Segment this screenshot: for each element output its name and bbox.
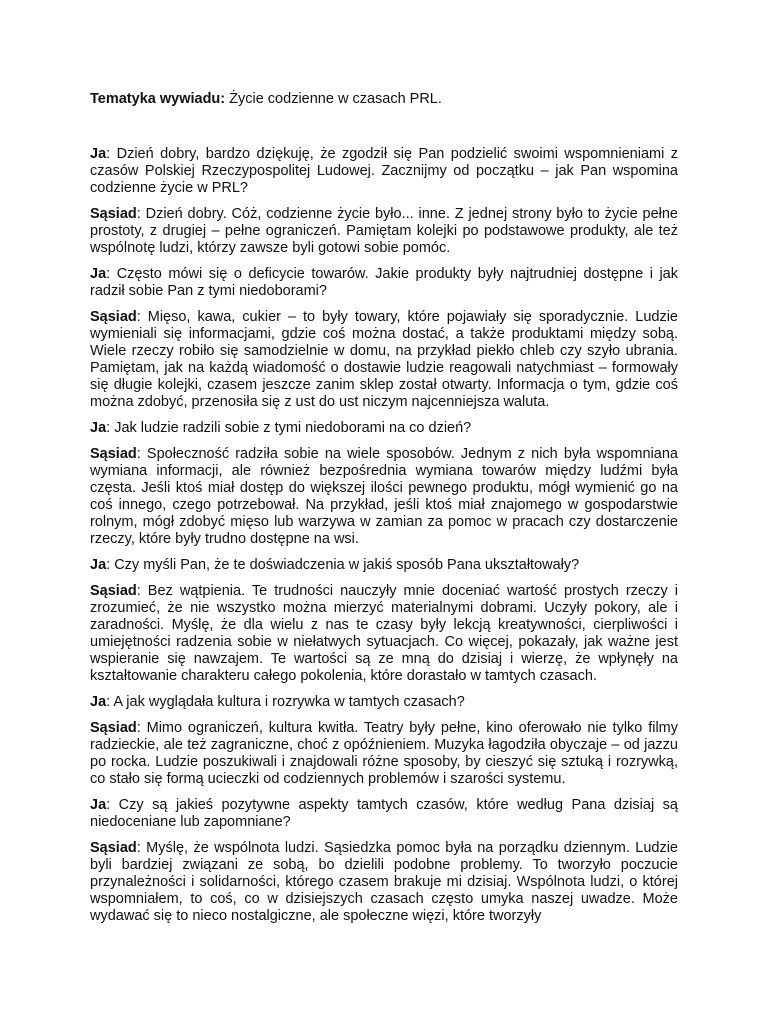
interview-entry (90, 720, 678, 788)
speaker-name: Ja (90, 266, 107, 282)
speaker-name: Ja (90, 146, 107, 162)
entry-text: : Jak ludzie radzili sobie z tymi niedoborami na co dzień? (106, 420, 472, 436)
interview-transcript (90, 146, 678, 925)
topic-value: Życie codzienne w czasach PRL. (229, 91, 442, 107)
speaker-name: Sąsiad (90, 206, 137, 222)
interview-entry (90, 420, 678, 437)
interview-entry (90, 146, 678, 197)
topic-label: Tematyka wywiadu: (90, 91, 226, 107)
entry-text: : Dzień dobry, bardzo dziękuję, że zgodził się Pan podzielić swoimi wspomnieniami z czasów Polskiej Rzeczypospolitej Ludowej. Zacznijmy od początku – jak Pan wspomina codzienne życie w PRL? (90, 146, 678, 196)
speaker-name: Sąsiad (90, 309, 137, 325)
speaker-name: Ja (90, 694, 107, 710)
entry-text: : Czy są jakieś pozytywne aspekty tamtych czasów, które według Pana dzisiaj są niedoceniane lub zapomniane? (90, 797, 678, 830)
speaker-name: Sąsiad (90, 446, 137, 462)
entry-text: : Bez wątpienia. Te trudności nauczyły mnie doceniać wartość prostych rzeczy i zrozumieć, że nie wszystko można mierzyć materialnymi dobrami. Uczyły pokory, ale i zaradności. Myślę, że dla wielu z nas te czasy były lekcją kreatywności, cierpliwości i umiejętności radzenia sobie w niełatwych sytuacjach. Co więcej, pokazały, jak ważne jest wspieranie się nawzajem. Te wartości są ze mną do dzisiaj i wierzę, że wpłynęły na kształtowanie charakteru całego pokolenia, które dorastało w tamtych czasach. (90, 583, 678, 684)
interview-entry (90, 583, 678, 685)
entry-text: : Często mówi się o deficycie towarów. Jakie produkty były najtrudniej dostępne i jak radził sobie Pan z tymi niedoborami? (90, 266, 678, 299)
speaker-name: Ja (90, 420, 107, 436)
entry-text: : Czy myśli Pan, że te doświadczenia w jakiś sposób Pana ukształtowały? (106, 557, 580, 573)
interview-entry (90, 840, 678, 925)
speaker-name: Ja (90, 797, 107, 813)
interview-entry (90, 206, 678, 257)
interview-entry (90, 266, 678, 300)
interview-entry (90, 446, 678, 548)
entry-text: : A jak wyglądała kultura i rozrywka w tamtych czasach? (106, 694, 465, 710)
entry-text: : Mięso, kawa, cukier – to były towary, które pojawiały się sporadycznie. Ludzie wymieniali się informacjami, gdzie coś można dostać, a także produktami między sobą. Wiele rzeczy robiło się samodzielnie w domu, na przykład piekło chleb czy szyło ubrania. Pamiętam, jak na każdą wiadomość o dostawie ludzie reagowali natychmiast – formowały się długie kolejki, czasem jeszcze zanim sklep został otwarty. Informacja o tym, gdzie coś można zdobyć, przenosiła się z ust do ust niczym najcenniejsza waluta. (90, 309, 678, 410)
entry-text: : Myślę, że wspólnota ludzi. Sąsiedzka pomoc była na porządku dziennym. Ludzie byli bardziej związani ze sobą, bo dzielili podobne problemy. To tworzyło poczucie przynależności i solidarności, którego czasem brakuje mi dzisiaj. Wspólnota ludzi, o której wspomniałem, to coś, co w dzisiejszych czasach często umyka naszej uwadze. Może wydawać się to nieco nostalgiczne, ale społeczne więzi, które tworzyły (90, 840, 678, 924)
speaker-name: Ja (90, 557, 107, 573)
entry-text: : Mimo ograniczeń, kultura kwitła. Teatry były pełne, kino oferowało nie tylko filmy radzieckie, ale też zagraniczne, choć z opóźnieniem. Muzyka łagodziła obyczaje – od jazzu po rocka. Ludzie poszukiwali i znajdowali różne sposoby, by cieszyć się sztuką i rozrywką, co stało się formą ucieczki od codziennych problemów i szarości systemu. (90, 720, 678, 787)
document-page (90, 91, 678, 934)
interview-entry (90, 309, 678, 411)
speaker-name: Sąsiad (90, 720, 137, 736)
speaker-name: Sąsiad (90, 583, 137, 599)
interview-entry (90, 557, 678, 574)
speaker-name: Sąsiad (90, 840, 137, 856)
interview-entry (90, 797, 678, 831)
entry-text: : Dzień dobry. Cóż, codzienne życie było... inne. Z jednej strony było to życie pełne prostoty, z drugiej – pełne ograniczeń. Pamiętam kolejki po podstawowe produkty, ale też wspólnotę ludzi, którzy zawsze byli gotowi sobie pomóc. (90, 206, 678, 256)
entry-text: : Społeczność radziła sobie na wiele sposobów. Jednym z nich była wspomniana wymiana informacji, ale również bezpośrednia wymiana towarów między ludźmi była częsta. Jeśli ktoś miał dostęp do większej ilości pewnego produktu, mógł wymienić go na coś innego, czego potrzebował. Na przykład, jeśli ktoś miał znajomego w gospodarstwie rolnym, mógł zdobyć mięso lub warzywa w zamian za pomoc w pracach czy dostarczenie rzeczy, które były trudno dostępne na wsi. (90, 446, 678, 547)
interview-entry (90, 694, 678, 711)
interview-topic (90, 91, 678, 108)
